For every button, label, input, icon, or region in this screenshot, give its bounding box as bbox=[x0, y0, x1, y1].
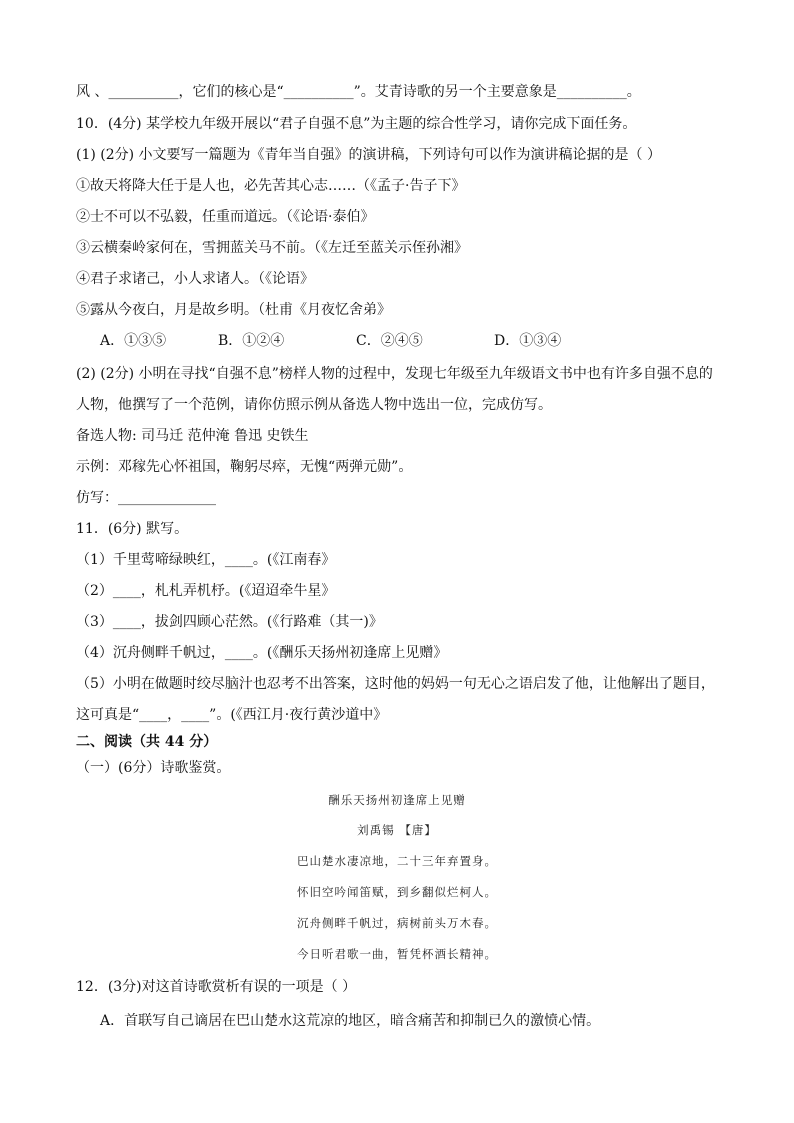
question-10-1-prompt: (1) (2分) 小文要写一篇题为《青年当自强》的演讲稿，下列诗句可以作为演讲稿论据的是（ ） bbox=[76, 147, 662, 163]
dictation-2: （2）____，札札弄机杼。(《迢迢牵牛星》 bbox=[76, 583, 336, 599]
poem-title: 酬乐天扬州初逢席上见赠 bbox=[328, 793, 466, 807]
poem-line: 沉舟侧畔千帆过，病树前头万木春。 bbox=[297, 916, 497, 930]
poem-line: 今日听君歌一曲，暂凭杯酒长精神。 bbox=[297, 947, 497, 961]
choice-c: C．②④⑤ bbox=[356, 333, 423, 349]
poem-line: 巴山楚水凄凉地，二十三年弃置身。 bbox=[297, 854, 497, 868]
example-sentence: 示例：邓稼先心怀祖国，鞠躬尽瘁，无愧“两弹元勋”。 bbox=[76, 459, 413, 475]
question-10-2-prompt: (2) (2分) 小明在寻找“自强不息”榜样人物的过程中，发现七年级至九年级语文书中也有许多自强不息的 bbox=[76, 366, 713, 382]
imitation-blank: 仿写：______________ bbox=[76, 490, 216, 506]
quote-option-4: ④君子求诸己，小人求诸人。（《论语》 bbox=[76, 271, 314, 287]
candidate-people: 备选人物: 司马迁 范仲淹 鲁迅 史铁生 bbox=[76, 428, 309, 444]
choice-d: D．①③④ bbox=[494, 333, 562, 349]
answer-choices bbox=[100, 331, 734, 351]
choice-b: B．①②④ bbox=[218, 333, 285, 349]
dictation-1: （1）千里莺啼绿映红，____。(《江南春》 bbox=[76, 552, 336, 568]
dictation-5: （5）小明在做题时绞尽脑汁也忍考不出答案，这时他的妈妈一句无心之语启发了他，让他解出了题目， bbox=[76, 676, 715, 692]
question-12-option-a: A．首联写自己谪居在巴山楚水这荒凉的地区，暗含痛苦和抑制已久的激愤心情。 bbox=[100, 1013, 601, 1029]
poem-author: 刘禹锡 【唐】 bbox=[357, 823, 437, 837]
question-10-header: 10．(4分) 某学校九年级开展以“君子自强不息”为主题的综合性学习，请你完成下面任务。 bbox=[76, 116, 637, 132]
quote-option-3: ③云横秦岭家何在，雪拥蓝关马不前。（《左迁至蓝关示侄孙湘》 bbox=[76, 240, 468, 256]
dictation-4: （4）沉舟侧畔千帆过，____。(《酬乐天扬州初逢席上见赠》 bbox=[76, 645, 448, 661]
section-reading-heading: 二、阅读（共 44 分） bbox=[76, 734, 218, 750]
question-10-2-prompt-cont: 人物，他撰写了一个范例，请你仿照示例从备选人物中选出一位，完成仿写。 bbox=[76, 397, 552, 413]
fill-blank-line: 风 、__________，它们的核心是“__________”。艾青诗歌的另一个主要意象是__________。 bbox=[76, 84, 641, 100]
dictation-5-cont: 这可真是“____，____”。(《西江月·夜行黄沙道中》 bbox=[76, 707, 388, 723]
quote-option-5: ⑤露从今夜白，月是故乡明。（杜甫《月夜忆舍弟》 bbox=[76, 302, 391, 318]
question-12-header: 12．(3分)对这首诗歌赏析有误的一项是（ ） bbox=[76, 979, 357, 995]
dictation-3: （3）____，拔剑四顾心茫然。(《行路难（其一)》 bbox=[76, 614, 383, 630]
quote-option-2: ②士不可以不弘毅，任重而道远。（《论语·泰伯》 bbox=[76, 209, 375, 225]
choice-a: A．①③⑤ bbox=[100, 333, 167, 349]
quote-option-1: ①故天将降大任于是人也，必先苦其心志……（《孟子·告子下》 bbox=[76, 178, 466, 194]
poetry-appreciation-heading: （一）(6分）诗歌鉴赏。 bbox=[76, 760, 231, 776]
question-11-header: 11．(6分) 默写。 bbox=[76, 521, 189, 537]
poem-line: 怀旧空吟闻笛赋，到乡翻似烂柯人。 bbox=[297, 885, 497, 899]
